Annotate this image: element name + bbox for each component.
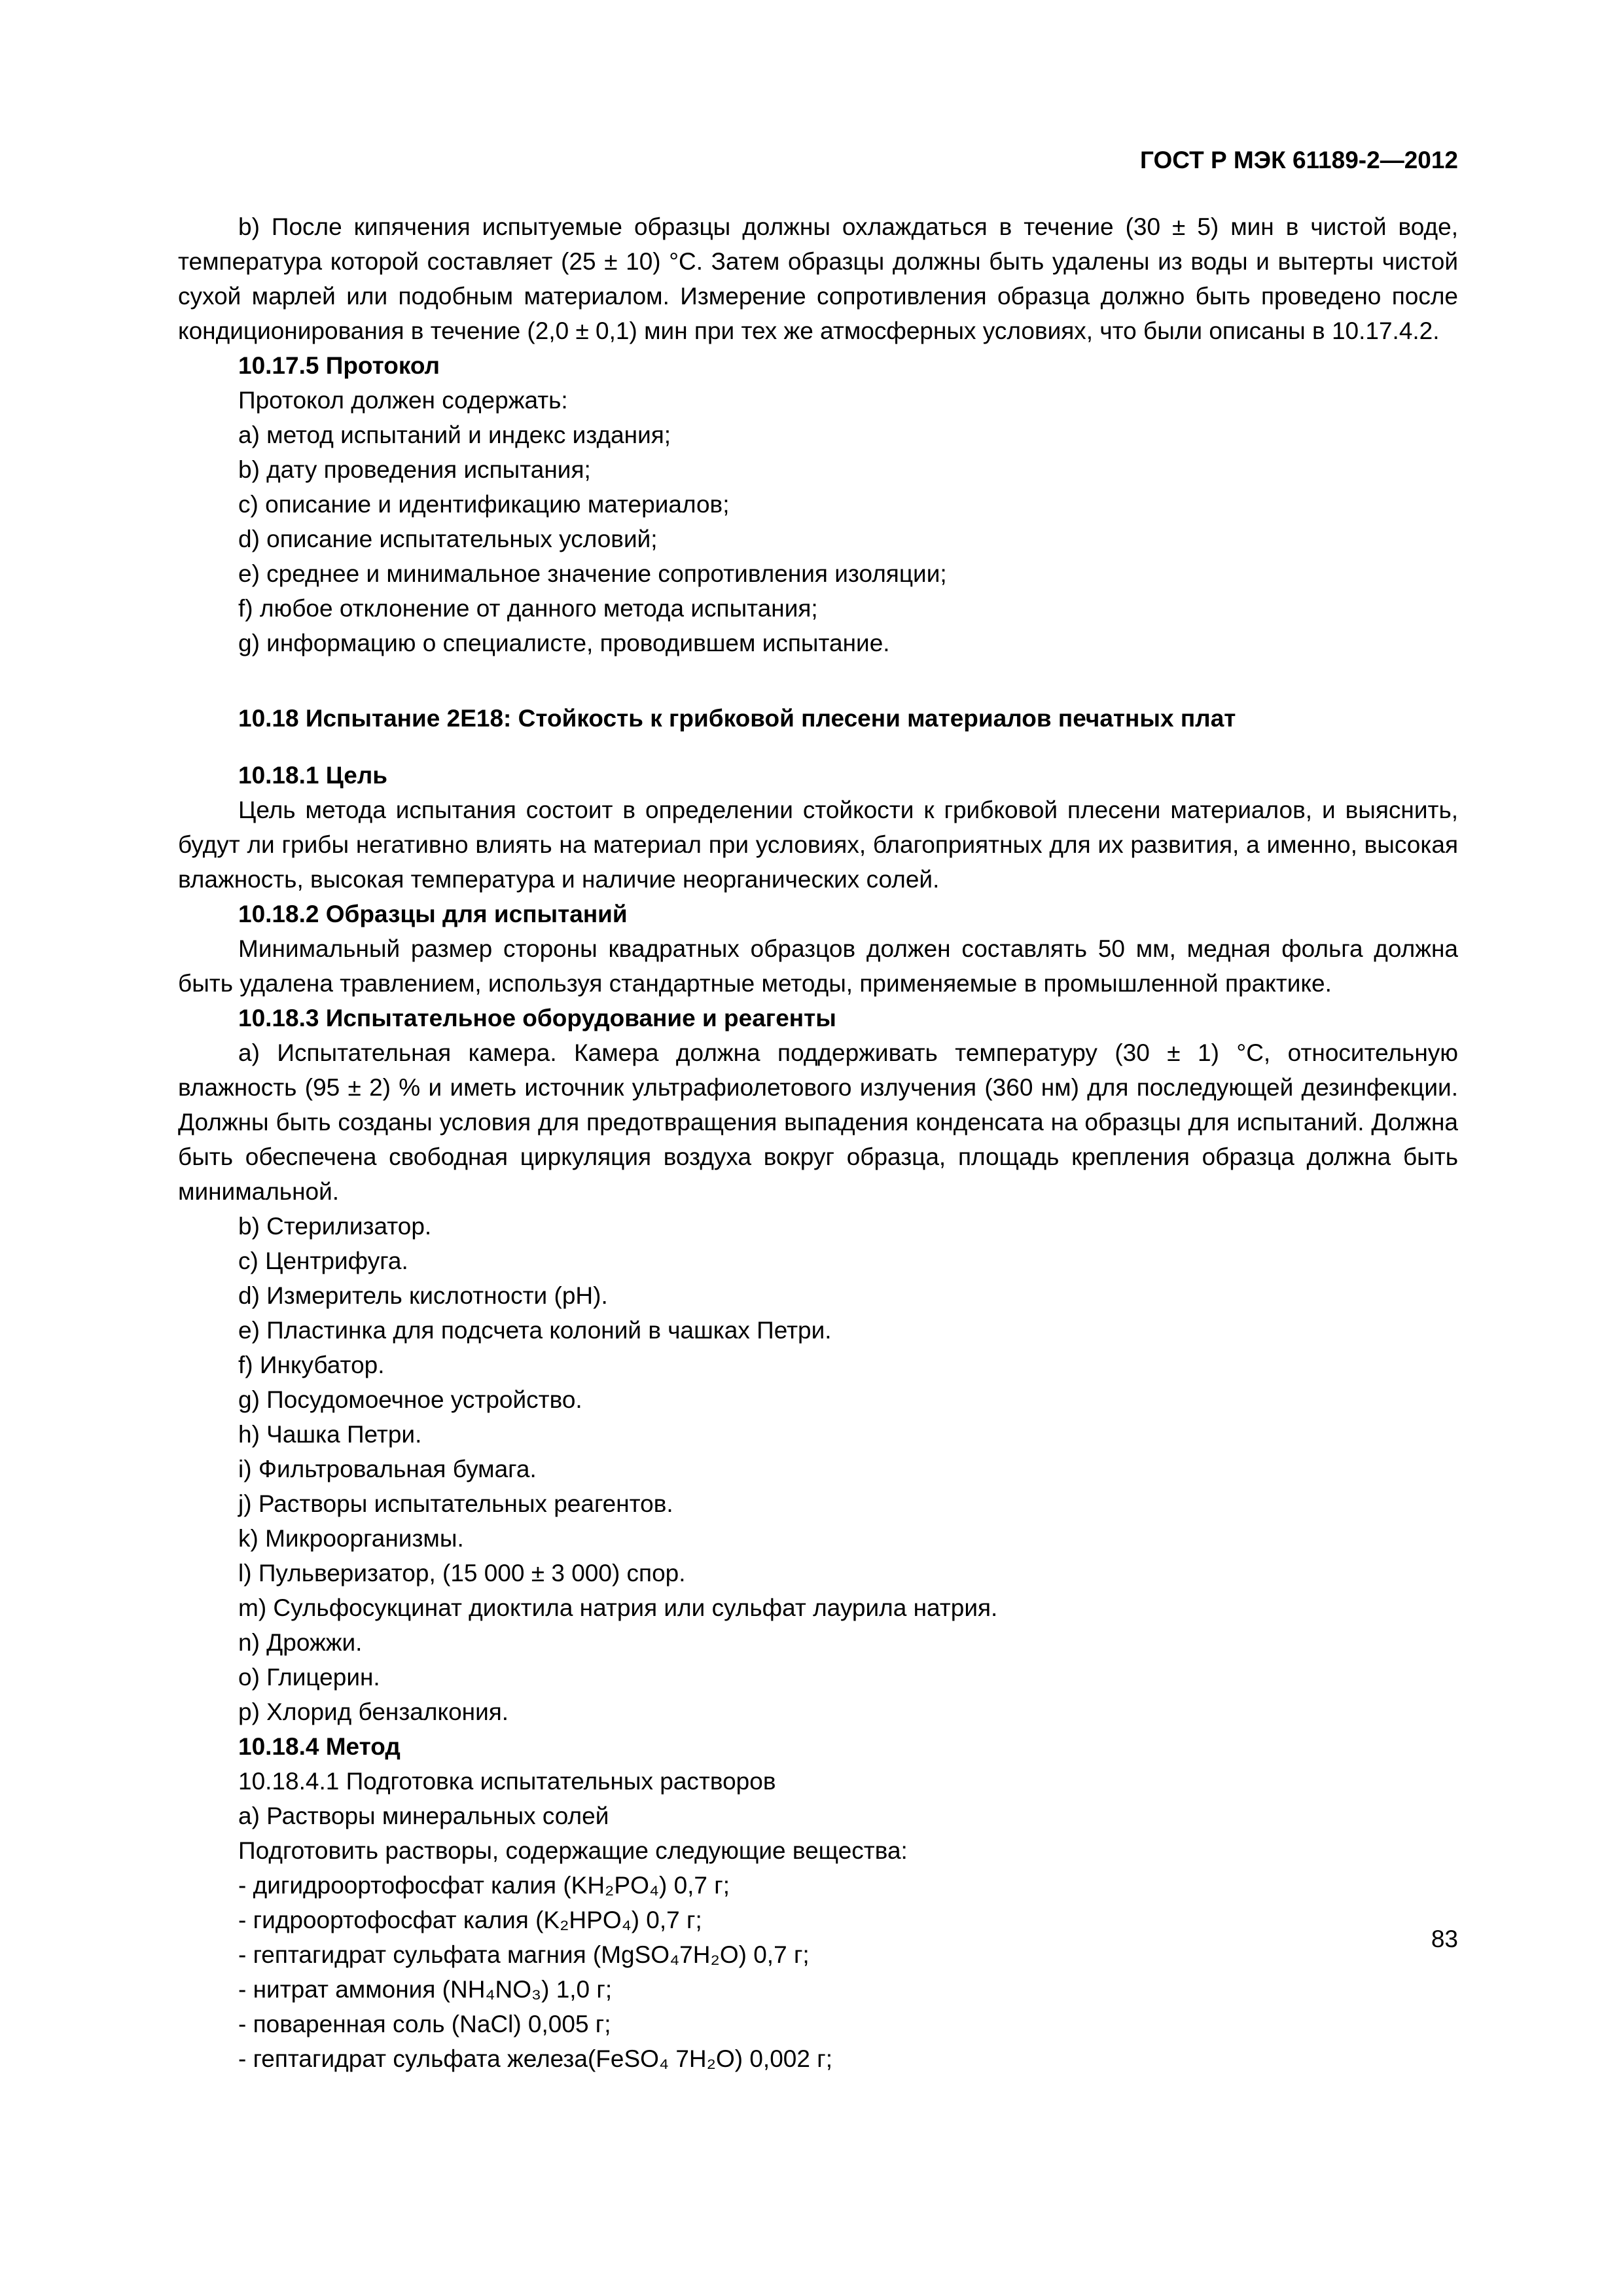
list-item: g) информацию о специалисте, проводившем испытание. <box>238 630 890 656</box>
list-item: f) любое отклонение от данного метода испытания; <box>238 595 818 622</box>
list-intro: Подготовить растворы, содержащие следующие вещества: <box>238 1837 908 1864</box>
list-item: k) Микроорганизмы. <box>238 1525 464 1552</box>
list-item: p) Хлорид бензалкония. <box>238 1698 509 1725</box>
list-intro: Протокол должен содержать: <box>238 387 568 414</box>
list-item: n) Дрожжи. <box>238 1629 363 1656</box>
section-heading: 10.18 Испытание 2Е18: Стойкость к грибковой плесени материалов печатных плат <box>238 705 1236 732</box>
paragraph: Цель метода испытания состоит в определении стойкости к грибковой плесени материалов, и выяснить, будут ли грибы негативно влиять на материал при условиях, благоприятных для их развития, а именно, высокая влажность, высокая температура и наличие неорганических солей. <box>178 797 1458 893</box>
paragraph: b) После кипячения испытуемые образцы должны охлаждаться в течение (30 ± 5) мин в чистой воде, температура которой составляет (25 ± 10) °С. Затем образцы должны быть удалены из воды и вытерты чистой сухой марлей или подобным материалом. Измерение сопротивления образца должно быть проведено после кондиционирования в течение (2,0 ± 0,1) мин при тех же атмосферных условиях, что были описаны в 10.17.4.2. <box>178 213 1458 344</box>
list-item: a) Растворы минеральных солей <box>238 1803 609 1829</box>
subheading: 10.18.2 Образцы для испытаний <box>238 901 628 927</box>
list-item: i) Фильтровальная бумага. <box>238 1456 537 1482</box>
subheading: 10.17.5 Протокол <box>238 352 440 379</box>
list-item: c) Центрифуга. <box>238 1247 408 1274</box>
subheading: 10.18.4 Метод <box>238 1733 401 1760</box>
list-item: j) Растворы испытательных реагентов. <box>238 1490 673 1517</box>
list-item: - гептагидрат сульфата магния (MgSO₄7H₂O) 0,7 г; <box>238 1941 810 1968</box>
list-item: - гептагидрат сульфата железа(FeSO₄ 7H₂O) 0,002 г; <box>238 2045 832 2072</box>
list-item: - дигидроортофосфат калия (KH₂PO₄) 0,7 г; <box>238 1872 730 1899</box>
subheading: 10.18.3 Испытательное оборудование и реагенты <box>238 1005 836 1031</box>
standard-number: ГОСТ Р МЭК 61189-2—2012 <box>1140 147 1458 173</box>
list-item: d) описание испытательных условий; <box>238 526 658 552</box>
list-item: b) Стерилизатор. <box>238 1213 432 1240</box>
document-header <box>178 143 1458 177</box>
list-item: g) Посудомоечное устройство. <box>238 1386 582 1413</box>
list-item: c) описание и идентификацию материалов; <box>238 491 730 518</box>
list-item: e) Пластинка для подсчета колоний в чашках Петри. <box>238 1317 832 1344</box>
list-item: - гидроортофосфат калия (K₂HPO₄) 0,7 г; <box>238 1907 702 1933</box>
list-item: f) Инкубатор. <box>238 1352 385 1378</box>
paragraph: Минимальный размер стороны квадратных образцов должен составлять 50 мм, медная фольга должна быть удалена травлением, используя стандартные методы, применяемые в промышленной практике. <box>178 935 1458 997</box>
list-item: d) Измеритель кислотности (pH). <box>238 1282 608 1309</box>
list-item: o) Глицерин. <box>238 1664 380 1691</box>
paragraph: a) Испытательная камера. Камера должна поддерживать температуру (30 ± 1) °С, относительную влажность (95 ± 2) % и иметь источник ультрафиолетового излучения (360 нм) для последующей дезинфекции. Должны быть созданы условия для предотвращения выпадения конденсата на образцы для испытаний. Должна быть обеспечена свободная циркуляция воздуха вокруг образца, площадь крепления образца должна быть минимальной. <box>178 1039 1458 1205</box>
subheading: 10.18.1 Цель <box>238 762 388 789</box>
list-item: l) Пульверизатор, (15 000 ± 3 000) спор. <box>238 1560 686 1587</box>
sub-subheading: 10.18.4.1 Подготовка испытательных растворов <box>238 1768 776 1795</box>
page-number: 83 <box>1431 1926 1458 1952</box>
list-item: b) дату проведения испытания; <box>238 456 591 483</box>
list-item: - нитрат аммония (NH₄NO₃) 1,0 г; <box>238 1976 613 2003</box>
list-item: m) Сульфосукцинат диоктила натрия или сульфат лаурила натрия. <box>238 1594 998 1621</box>
list-item: a) метод испытаний и индекс издания; <box>238 422 671 448</box>
page-footer <box>1431 1922 1458 1956</box>
list-item: e) среднее и минимальное значение сопротивления изоляции; <box>238 560 947 587</box>
list-item: - поваренная соль (NaCl) 0,005 г; <box>238 2011 611 2037</box>
document-content <box>178 209 1458 2076</box>
list-item: h) Чашка Петри. <box>238 1421 422 1448</box>
